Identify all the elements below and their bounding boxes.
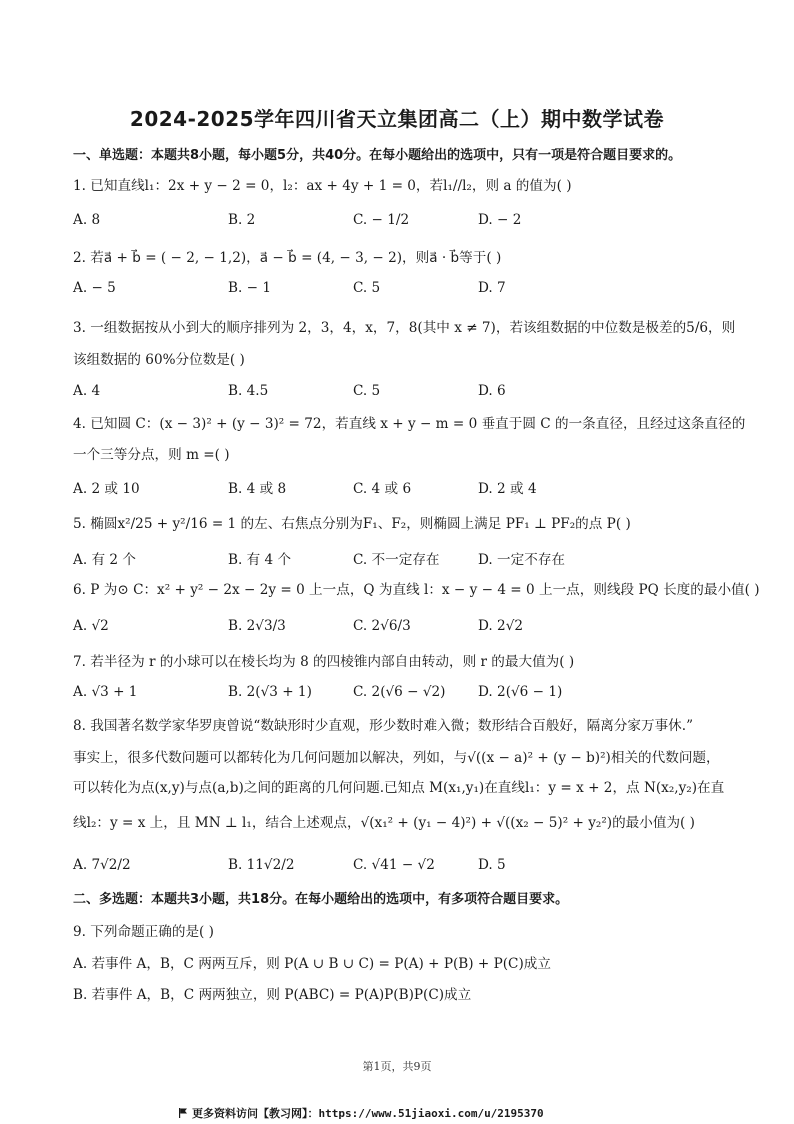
question-1-option-d: D. − 2 (478, 212, 522, 228)
question-5-option-a: A. 有 2 个 (73, 552, 136, 568)
question-6-stem: 6. P 为⊙ C：x² + y² − 2x − 2y = 0 上一点，Q 为直线 l：x − y − 4 = 0 上一点，则线段 PQ 长度的最小值( ) (73, 582, 760, 598)
section-single-choice-header: 一、单选题：本题共8小题，每小题5分，共40分。在每小题给出的选项中，只有一项是符合题目要求的。 (73, 148, 682, 163)
question-8-stem-line-2: 事实上，很多代数问题可以都转化为几何问题加以解决，列如，与√((x − a)² + (y − b)²)相关的代数问题， (73, 750, 720, 766)
question-9-option-a: A. 若事件 A，B，C 两两互斥，则 P(A ∪ B ∪ C) = P(A) + P(B) + P(C)成立 (73, 956, 551, 972)
question-4-option-a: A. 2 或 10 (73, 481, 140, 497)
section-multi-choice-header: 二、多选题：本题共3小题，共18分。在每小题给出的选项中，有多项符合题目要求。 (73, 892, 569, 907)
promo-link[interactable] (178, 1105, 544, 1121)
question-4-options (73, 477, 733, 499)
question-4-option-d: D. 2 或 4 (478, 481, 537, 497)
question-7-option-d: D. 2(√6 − 1) (478, 684, 563, 700)
question-3-option-c: C. 5 (353, 383, 381, 399)
question-3-option-d: D. 6 (478, 383, 506, 399)
question-8-option-c: C. √41 − √2 (353, 857, 435, 873)
question-2-options (73, 280, 733, 302)
question-7-stem: 7. 若半径为 r 的小球可以在棱长均为 8 的四棱锥内部自由转动，则 r 的最大值为( ) (73, 654, 575, 670)
question-7-options (73, 684, 733, 706)
question-3-options (73, 383, 733, 405)
question-5-option-b: B. 有 4 个 (228, 552, 292, 568)
question-6-option-b: B. 2√3/3 (228, 618, 286, 634)
question-7-option-c: C. 2(√6 − √2) (353, 684, 446, 700)
question-9-option-b: B. 若事件 A，B，C 两两独立，则 P(ABC) = P(A)P(B)P(C)成立 (73, 987, 472, 1003)
question-4-option-b: B. 4 或 8 (228, 481, 287, 497)
question-4-stem-line-1: 4. 已知圆 C：(x − 3)² + (y − 3)² = 72，若直线 x + y − m = 0 垂直于圆 C 的一条直径，且经过这条直径的 (73, 416, 746, 432)
question-8-stem-line-1: 8. 我国著名数学家华罗庚曾说“数缺形时少直观，形少数时难入微；数形结合百般好，隔离分家万事休.” (73, 718, 694, 734)
question-1-stem: 1. 已知直线l₁：2x + y − 2 = 0，l₂：ax + 4y + 1 = 0，若l₁//l₂，则 a 的值为( ) (73, 178, 572, 194)
question-8-option-b: B. 11√2/2 (228, 857, 295, 873)
question-6-option-c: C. 2√6/3 (353, 618, 411, 634)
page-title: 2024-2025学年四川省天立集团高二（上）期中数学试卷 (129, 107, 665, 131)
question-8-stem-line-3: 可以转化为点(x,y)与点(a,b)之间的距离的几何问题.已知点 M(x₁,y₁)在直线l₁：y = x + 2，点 N(x₂,y₂)在直 (73, 780, 725, 796)
question-2-stem: 2. 若a⃗ + b⃗ = ( − 2, − 1,2)，a⃗ − b⃗ = (4, − 3, − 2)，则a⃗ · b⃗等于( ) (73, 250, 502, 266)
question-2-option-d: D. 7 (478, 280, 506, 296)
question-5-option-d: D. 一定不存在 (478, 552, 566, 568)
question-8-options (73, 857, 733, 879)
question-4-option-c: C. 4 或 6 (353, 481, 412, 497)
question-8-option-d: D. 5 (478, 857, 506, 873)
question-9-stem: 9. 下列命题正确的是( ) (73, 924, 214, 940)
question-3-option-b: B. 4.5 (228, 383, 269, 399)
question-5-options (73, 548, 733, 570)
question-2-option-a: A. − 5 (73, 280, 116, 296)
question-3-option-a: A. 4 (73, 383, 101, 399)
question-5-stem: 5. 椭圆x²/25 + y²/16 = 1 的左、右焦点分别为F₁、F₂，则椭圆上满足 PF₁ ⊥ PF₂的点 P( ) (73, 516, 631, 532)
flag-icon (178, 1108, 188, 1118)
question-7-option-b: B. 2(√3 + 1) (228, 684, 312, 700)
question-1-option-c: C. − 1/2 (353, 212, 410, 228)
question-8-option-a: A. 7√2/2 (73, 857, 131, 873)
question-6-options (73, 618, 733, 640)
promo-text: 更多资料访问【教习网】：https://www.51jiaoxi.com/u/2195370 (192, 1107, 544, 1120)
page-footer: 第1页，共9页 (362, 1060, 432, 1073)
question-2-option-b: B. − 1 (228, 280, 271, 296)
question-1-option-a: A. 8 (73, 212, 101, 228)
question-7-option-a: A. √3 + 1 (73, 684, 138, 700)
question-3-stem-line-1: 3. 一组数据按从小到大的顺序排列为 2，3，4，x，7，8(其中 x ≠ 7)，若该组数据的中位数是极差的5/6，则 (73, 320, 736, 336)
question-3-stem-line-2: 该组数据的 60%分位数是( ) (73, 352, 245, 368)
question-4-stem-line-2: 一个三等分点，则 m =( ) (73, 447, 230, 463)
question-5-option-c: C. 不一定存在 (353, 552, 440, 568)
question-6-option-a: A. √2 (73, 618, 109, 634)
question-1-options (73, 212, 733, 234)
question-2-option-c: C. 5 (353, 280, 381, 296)
question-1-option-b: B. 2 (228, 212, 256, 228)
question-8-stem-line-4: 线l₂：y = x 上，且 MN ⊥ l₁，结合上述观点，√(x₁² + (y₁ − 4)²) + √((x₂ − 5)² + y₂²)的最小值为( ) (73, 815, 695, 831)
question-6-option-d: D. 2√2 (478, 618, 524, 634)
